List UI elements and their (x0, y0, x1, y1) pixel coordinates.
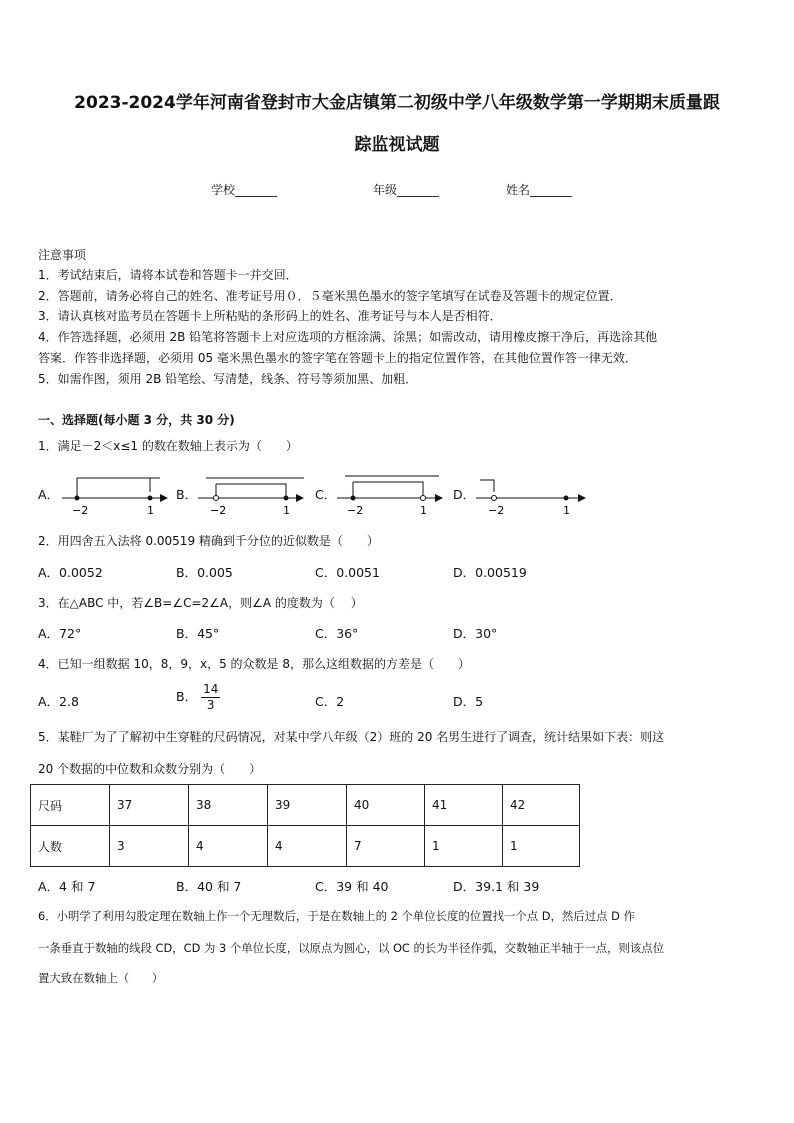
q1-option-d[interactable]: D． (453, 487, 476, 502)
q1-option-a-numberline (60, 470, 170, 516)
table-cell: 4 (189, 826, 268, 867)
table-cell: 1 (503, 826, 580, 867)
q1-option-b-numberline (196, 470, 312, 516)
table-cell: 37 (110, 785, 189, 826)
q1-option-c[interactable]: C． (315, 487, 337, 502)
page-title-line2: 踪监视试题 (354, 135, 440, 155)
tick-label: −2 (347, 504, 364, 517)
note-item: 3．请认真核对监考员在答题卡上所粘贴的条形码上的姓名、准考证号与本人是否相符． (38, 309, 502, 323)
q3-option-b[interactable]: B．45° (176, 626, 220, 641)
note-item: 1．考试结束后，请将本试卷和答题卡一并交回． (38, 268, 298, 282)
table-row (31, 826, 580, 867)
note-item: 5．如需作图，须用 2B 铅笔绘、写清楚，线条、符号等须加黑、加粗． (38, 372, 418, 386)
table-cell: 40 (347, 785, 425, 826)
q4-option-c[interactable]: C．2 (315, 694, 345, 709)
q3-option-c[interactable]: C．36° (315, 626, 359, 641)
question-5-stem-line2: 20 个数据的中位数和众数分别为（ ） (38, 762, 262, 776)
q5-option-d[interactable]: D．39.1 和 39 (453, 879, 540, 894)
tick-label: 1 (420, 504, 427, 517)
name-field[interactable]: 姓名_______ (506, 183, 573, 197)
table-cell: 4 (268, 826, 347, 867)
q1-option-b[interactable]: B． (176, 487, 198, 502)
grade-field[interactable]: 年级_______ (373, 183, 440, 197)
q3-option-d[interactable]: D．30° (453, 626, 498, 641)
question-2-stem: 2．用四舍五入法将 0.00519 精确到千分位的近似数是（ ） (38, 534, 379, 548)
table-cell: 1 (425, 826, 503, 867)
note-item: 4．作答选择题，必须用 2B 铅笔将答题卡上对应选项的方框涂满、涂黑；如需改动，请用橡皮擦干净后，再选涂其他 (38, 330, 658, 344)
q1-option-d-numberline (474, 470, 590, 516)
table-cell: 42 (503, 785, 580, 826)
fraction (201, 682, 220, 713)
q5-option-c[interactable]: C．39 和 40 (315, 879, 389, 894)
tick-label: −2 (210, 504, 227, 517)
table-cell: 41 (425, 785, 503, 826)
question-6-line3: 置大致在数轴上（ ） (38, 971, 164, 985)
question-4-stem: 4．已知一组数据 10，8，9，x，5 的众数是 8，那么这组数据的方差是（ ） (38, 657, 470, 671)
q2-option-b[interactable]: B．0.005 (176, 565, 233, 580)
q4-option-d[interactable]: D．5 (453, 694, 484, 709)
fraction-numerator: 14 (203, 682, 219, 696)
q5-option-a[interactable]: A．4 和 7 (38, 879, 96, 894)
q5-option-b[interactable]: B．40 和 7 (176, 879, 242, 894)
tick-label: 1 (563, 504, 570, 517)
school-field[interactable]: 学校_______ (211, 183, 278, 197)
question-5-stem-line1: 5．某鞋厂为了了解初中生穿鞋的尺码情况，对某中学八年级（2）班的 20 名男生进行了调查，统计结果如下表：则这 (38, 730, 665, 744)
section-heading: 一、选择题(每小题 3 分，共 30 分) (38, 413, 235, 427)
tick-label: 1 (283, 504, 290, 517)
q2-option-d[interactable]: D．0.00519 (453, 565, 527, 580)
page-title-line1: 2023-2024学年河南省登封市大金店镇第二初级中学八年级数学第一学期期末质量跟 (74, 93, 720, 113)
q4-option-b[interactable] (176, 682, 220, 713)
q4-option-b-label: B． (176, 689, 198, 704)
fraction-denominator: 3 (206, 698, 215, 712)
tick-label: −2 (488, 504, 505, 517)
q1-option-a[interactable]: A． (38, 487, 60, 502)
note-item: 2．答题前，请务必将自己的姓名、准考证号用０．５毫米黑色墨水的签字笔填写在试卷及答题卡的规定位置． (38, 289, 622, 303)
table-cell: 3 (110, 826, 189, 867)
question-3-stem: 3．在△ABC 中，若∠B=∠C=2∠A，则∠A 的度数为（ ） (38, 596, 363, 610)
question-6-line2: 一条垂直于数轴的线段 CD，CD 为 3 个单位长度，以原点为圆心，以 OC 的长为半径作弧，交数轴正半轴于一点，则该点位 (38, 941, 665, 955)
question-1-stem: 1．满足－2＜x≤1 的数在数轴上表示为（ ） (38, 439, 298, 453)
q2-option-a[interactable]: A．0.0052 (38, 565, 103, 580)
table-cell: 39 (268, 785, 347, 826)
notes-heading: 注意事项 (38, 248, 87, 262)
q4-option-a[interactable]: A．2.8 (38, 694, 79, 709)
tick-label: 1 (147, 504, 154, 517)
shoe-size-table (30, 784, 580, 867)
q3-option-a[interactable]: A．72° (38, 626, 82, 641)
q2-option-c[interactable]: C．0.0051 (315, 565, 380, 580)
q1-option-c-numberline (335, 470, 451, 516)
table-cell: 38 (189, 785, 268, 826)
table-cell: 尺码 (31, 785, 110, 826)
question-6-line1: 6．小明学了利用勾股定理在数轴上作一个无理数后，于是在数轴上的 2 个单位长度的位置找一个点 D，然后过点 D 作 (38, 909, 635, 923)
tick-label: −2 (72, 504, 89, 517)
table-cell: 人数 (31, 826, 110, 867)
table-row (31, 785, 580, 826)
table-cell: 7 (347, 826, 425, 867)
note-item: 答案．作答非选择题，必须用 05 毫米黑色墨水的签字笔在答题卡上的指定位置作答，在其他位置作答一律无效． (38, 351, 637, 365)
